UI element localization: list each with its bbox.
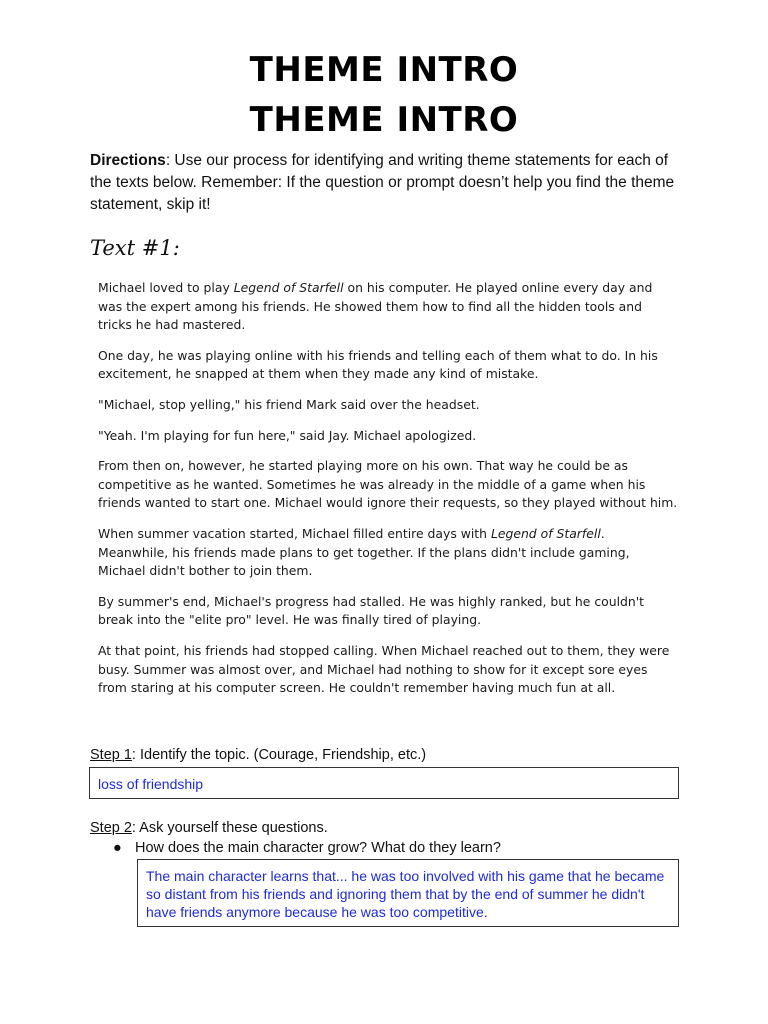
step-1-label: Step 1 [90,747,132,763]
passage-paragraph: At that point, his friends had stopped calling. When Michael reached out to them, they were busy. Summer was almost over, and Michael had nothing to show for it except sore eyes from staring at his computer screen. He couldn't remember having much fun at all. [98,642,670,696]
step-2-prompt: Step 2: Ask yourself these questions. [90,820,328,836]
passage-paragraph: "Yeah. I'm playing for fun here," said Jay. Michael apologized. [98,427,477,443]
character-growth-answer-field[interactable]: The main character learns that... he was too involved with his game that he became so distant from his friends and ignoring them that by the end of summer he didn't have friends anymore because he was too competitive. [137,859,679,927]
text-1-heading: Text #1: [90,236,180,260]
question-bullet: ● How does the main character grow? What do they learn? [113,840,501,856]
game-title: Legend of Starfell [233,280,344,295]
step-1-prompt: Step 1: Identify the topic. (Courage, Friendship, etc.) [90,747,427,763]
passage-paragraph: "Michael, stop yelling," his friend Mark said over the headset. [98,396,480,412]
passage-paragraph: By summer's end, Michael's progress had stalled. He was highly ranked, but he couldn't break into the "elite pro" level. He was finally tired of playing. [98,593,645,628]
passage-paragraph: One day, he was playing online with his friends and telling each of them what to do. In his excitement, he snapped at them when they made any kind of mistake. [98,347,658,382]
step-2-label: Step 2 [90,820,132,836]
directions-paragraph [90,150,690,216]
topic-answer-field[interactable]: loss of friendship [89,767,679,799]
passage-paragraph: From then on, however, he started playing more on his own. That way he could be as competitive as he wanted. Sometimes he was already in the middle of a game when his friends wanted to start one. Michael would ignore their requests, so they played without him. [98,458,678,511]
bullet-icon: ● [113,840,122,856]
reading-passage [98,279,678,710]
directions-text: : Use our process for identifying and writing theme statements for each of the texts below. Remember: If the question or prompt doesn’t help you find the theme statement, skip it! [90,152,675,213]
passage-paragraph: Michael loved to play Legend of Starfell on his computer. He played online every day and was the expert among his friends. He showed them how to find all the hidden tools and tricks he had mastered. [98,280,653,333]
directions-label: Directions [90,152,166,169]
page-title: THEME INTRO [249,50,519,90]
passage-paragraph: When summer vacation started, Michael filled entire days with Legend of Starfell. Meanwhile, his friends made plans to get together. If the plans didn't include gaming, Michael didn't bother to join them. [98,525,630,579]
game-title: Legend of Starfell [490,525,601,541]
page-title-repeat: THEME INTRO [249,100,519,140]
